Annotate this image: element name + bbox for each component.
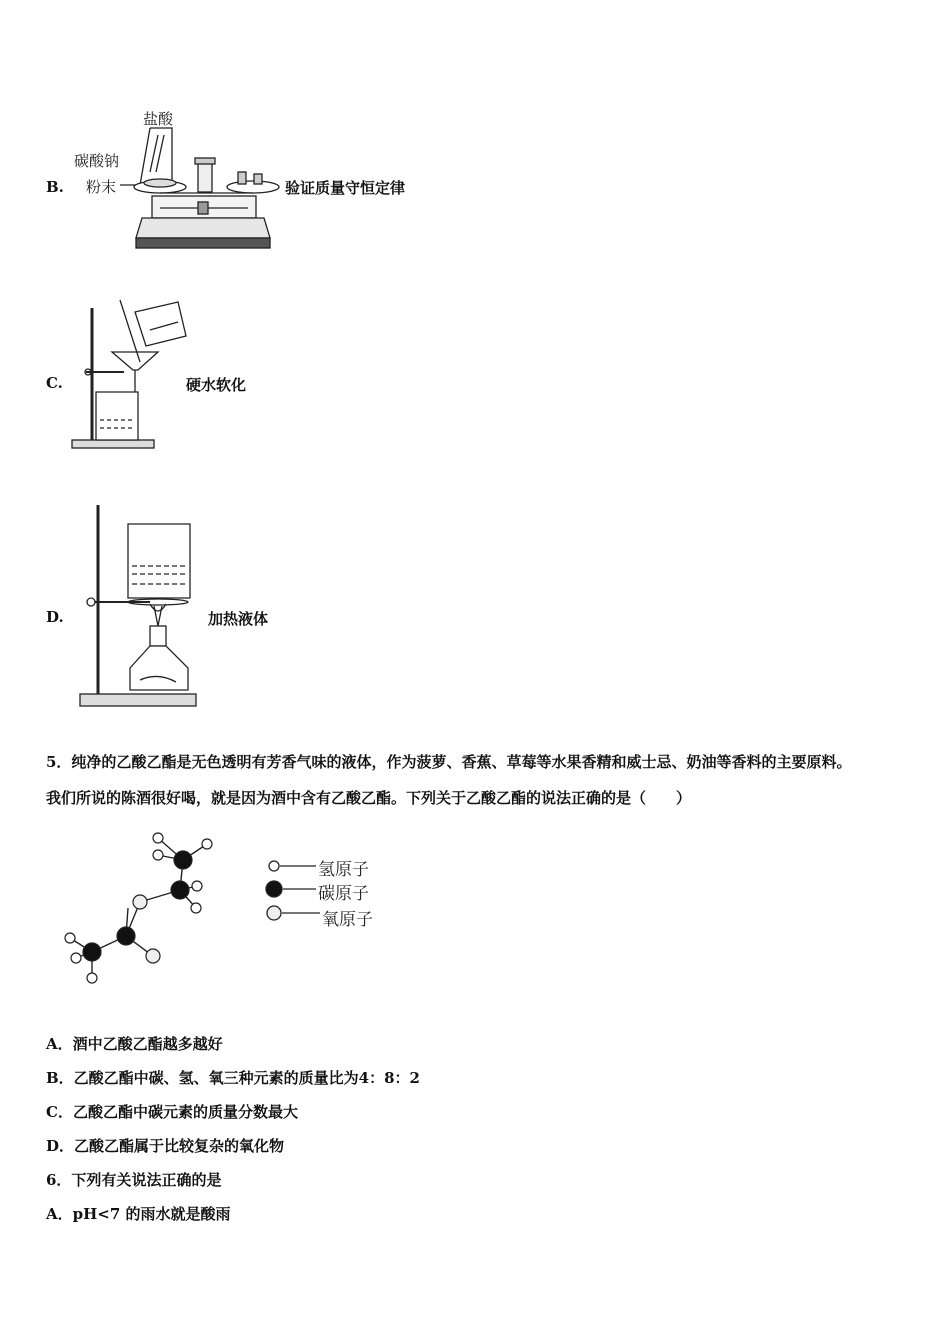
option-b-letter: B. — [46, 178, 64, 196]
q5-option-d: D．乙酸乙酯属于比较复杂的氧化物 — [46, 1137, 285, 1155]
legend-carbon: 碳原子 — [318, 884, 369, 904]
q5-option-c: C．乙酸乙酯中碳元素的质量分数最大 — [46, 1103, 298, 1121]
option-d-caption: 加热液体 — [208, 610, 269, 628]
acid-label: 盐酸 — [143, 110, 174, 128]
q5-option-a: A．酒中乙酸乙酯越多越好 — [46, 1035, 223, 1053]
option-d-letter: D. — [46, 608, 64, 626]
q6-stem: 6．下列有关说法正确的是 — [46, 1171, 222, 1189]
option-c-letter: C. — [46, 374, 63, 392]
option-c-caption: 硬水软化 — [186, 376, 247, 394]
powder-label-1: 碳酸钠 — [74, 152, 120, 170]
q5-stem-line1: 5．纯净的乙酸乙酯是无色透明有芳香气味的液体，作为菠萝、香蕉、草莓等水果香精和威士忌、奶油等香料的主要原料。 — [46, 753, 852, 771]
option-b-caption: 验证质量守恒定律 — [285, 179, 406, 197]
powder-label-2: 粉末 — [86, 178, 117, 196]
q6-option-a: A．pH<7 的雨水就是酸雨 — [46, 1205, 231, 1223]
q5-stem-line2: 我们所说的陈酒很好喝，就是因为酒中含有乙酸乙酯。下列关于乙酸乙酯的说法正确的是（ ） — [46, 789, 692, 807]
legend-hydrogen: 氢原子 — [318, 860, 369, 880]
legend-oxygen: 氧原子 — [322, 910, 373, 930]
q5-option-b: B．乙酸乙酯中碳、氢、氧三种元素的质量比为4：8：2 — [46, 1069, 420, 1087]
